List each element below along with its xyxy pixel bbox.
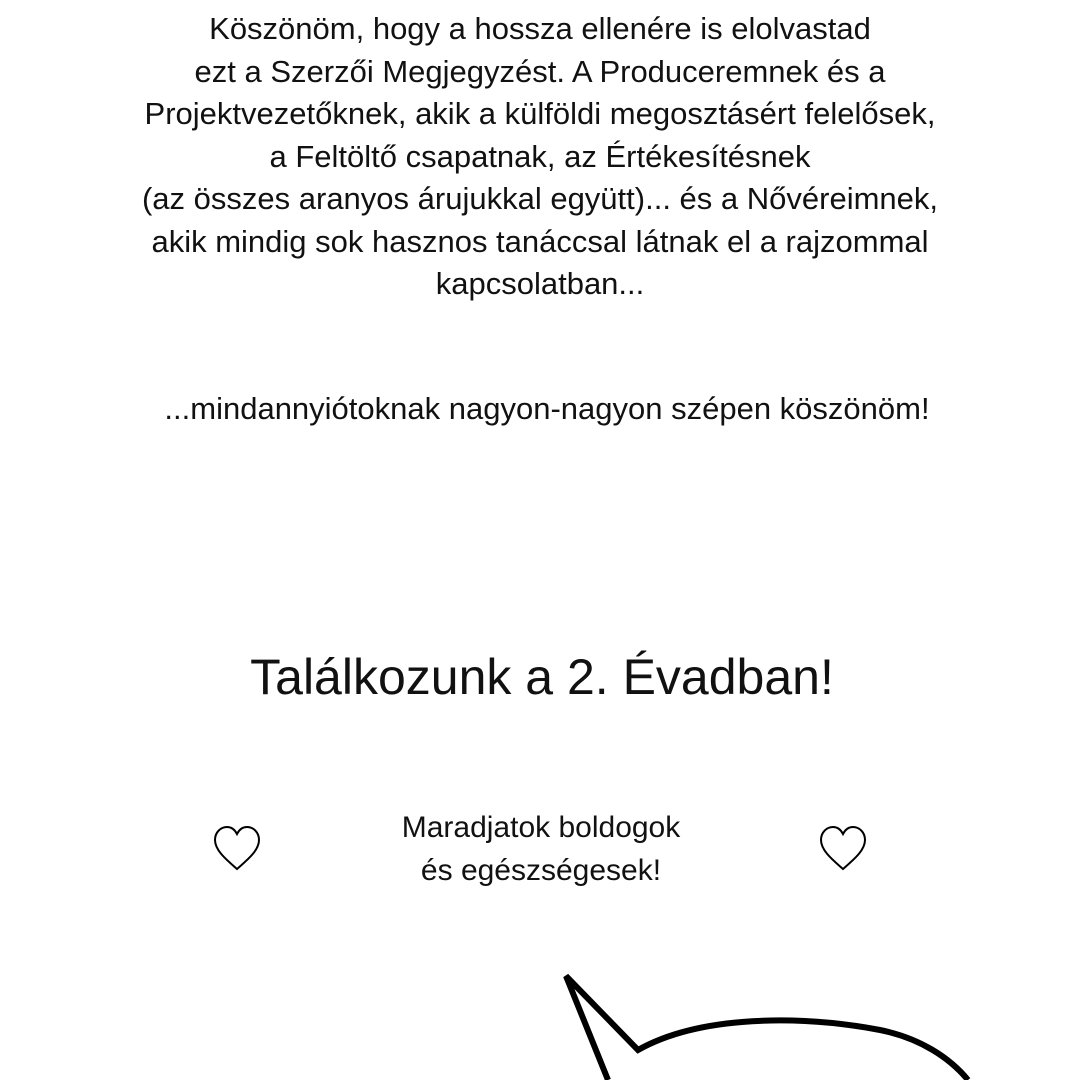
- authors-note-line: Köszönöm, hogy a hossza ellenére is elolvastad: [209, 11, 871, 46]
- wish-message: [0, 806, 1080, 892]
- wish-line: és egészségesek!: [420, 854, 662, 887]
- authors-note-line: (az összes aranyos árujukkal együtt)... és a Nővéreimnek,: [141, 181, 938, 216]
- season-2-title: Találkozunk a 2. Évadban!: [250, 649, 834, 705]
- heart-outline-icon: [819, 826, 867, 872]
- authors-note-line: akik mindig sok hasznos tanáccsal látnak el a rajzommal: [151, 223, 929, 259]
- wish-line: Maradjatok boldogok: [401, 811, 681, 844]
- authors-note-line: a Feltöltő csapatnak, az Értékesítésnek: [269, 138, 811, 174]
- authors-note: [0, 8, 1080, 306]
- authors-note-line: kapcsolatban...: [435, 266, 645, 301]
- authors-note-line: ezt a Szerzői Megjegyzést. A Produceremnek és a: [194, 53, 886, 89]
- speech-bubble-outline: [0, 960, 1080, 1080]
- thanks-line: ...mindannyiótoknak nagyon-nagyon szépen köszönöm!: [164, 391, 930, 426]
- authors-note-line: Projektvezetőknek, akik a külföldi megosztásért felelősek,: [144, 96, 936, 131]
